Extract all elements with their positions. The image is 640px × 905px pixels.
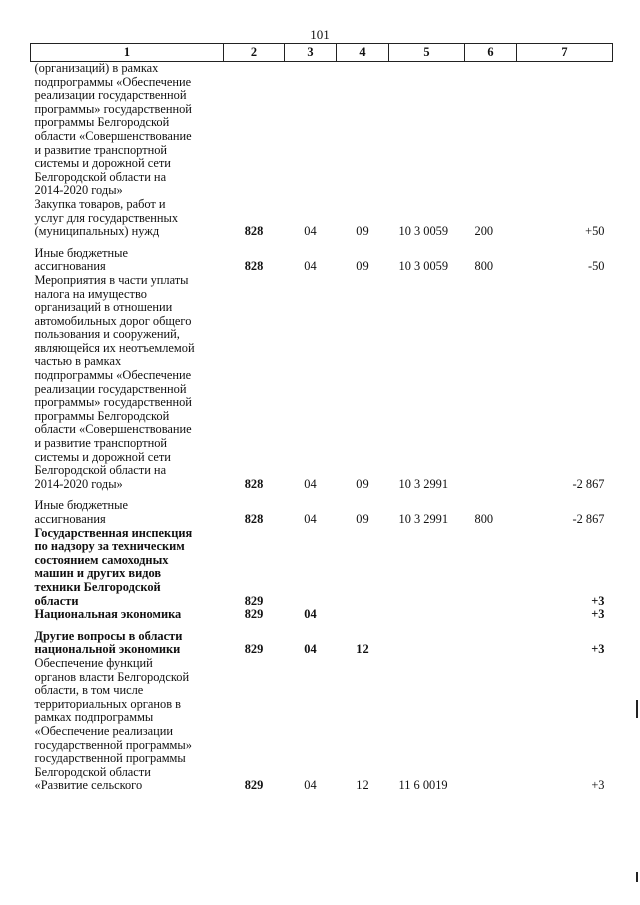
description-line: Государственная инспекция — [34, 525, 193, 540]
description-line: ассигнования — [34, 512, 106, 526]
target-article: 10 3 0059 — [398, 259, 449, 274]
description-line: Обеспечение функций — [34, 655, 153, 670]
amount-change: -50 — [587, 259, 605, 274]
section-code: 04 — [304, 642, 317, 657]
row-description — [31, 527, 224, 609]
ministry-code: 829 — [244, 607, 264, 622]
section-code: 04 — [304, 224, 317, 239]
description-line: Белгородской области — [34, 764, 151, 779]
target-article — [389, 527, 465, 609]
table-row — [31, 608, 613, 622]
expense-type — [465, 657, 517, 793]
subsection-code: 09 — [356, 224, 369, 239]
row-description — [31, 608, 224, 622]
description-line: организаций в отношении — [34, 300, 173, 315]
ministry-code: 829 — [244, 642, 264, 657]
expense-type — [465, 622, 517, 657]
col-header-4: 4 — [337, 44, 389, 62]
description-line: Иные бюджетные — [34, 498, 129, 513]
description-line: Белгородской области на — [34, 463, 167, 478]
description-line: автомобильных дорог общего — [34, 313, 192, 328]
table-row — [31, 657, 613, 793]
target-article: 10 3 2991 — [398, 476, 449, 491]
col-header-6: 6 — [465, 44, 517, 62]
col-header-7: 7 — [517, 44, 613, 62]
section-code: 04 — [304, 259, 317, 274]
col-header-2: 2 — [224, 44, 285, 62]
amount-change: +3 — [591, 607, 605, 622]
amount-change: +3 — [591, 642, 605, 657]
description-line: и развитие транспортной — [34, 436, 168, 451]
ministry-code: 828 — [244, 476, 264, 491]
description-line: государственной программы» — [34, 737, 192, 752]
expense-type: 800 — [474, 259, 494, 274]
row-description — [31, 274, 224, 492]
description-line: программы» государственной — [34, 101, 192, 116]
table-row — [31, 622, 613, 657]
amount-change: -2 867 — [572, 512, 605, 526]
description-line: государственной программы — [34, 751, 186, 766]
description-line: системы и дорожной сети — [34, 156, 171, 171]
description-line: 2014-2020 годы» — [34, 183, 123, 198]
subsection-code: 09 — [356, 512, 369, 526]
description-line: Другие вопросы в области — [34, 628, 183, 643]
description-line: программы» государственной — [34, 395, 192, 410]
description-line: реализации государственной — [34, 88, 187, 103]
target-article: 10 3 2991 — [398, 512, 449, 526]
expense-type: 200 — [474, 224, 494, 239]
target-article: 10 3 0059 — [398, 224, 449, 239]
description-line: «Развитие сельского — [34, 778, 143, 793]
description-line: налога на имущество — [34, 286, 147, 301]
table-body — [31, 62, 613, 793]
description-line: услуг для государственных — [34, 210, 179, 225]
row-description — [31, 657, 224, 793]
description-line: реализации государственной — [34, 381, 187, 396]
subsection-code — [337, 608, 389, 622]
target-article — [389, 622, 465, 657]
section-code: 04 — [304, 476, 317, 491]
description-line: национальной экономики — [34, 642, 181, 657]
description-line: ассигнования — [34, 259, 106, 274]
description-line: области «Совершенствование — [34, 422, 192, 437]
description-line: 2014-2020 годы» — [34, 476, 123, 491]
subsection-code: 09 — [356, 476, 369, 491]
table-row — [31, 62, 613, 239]
description-line: частью в рамках — [34, 354, 122, 369]
description-line: Мероприятия в части уплаты — [34, 272, 189, 287]
description-line: системы и дорожной сети — [34, 449, 171, 464]
description-line: Закупка товаров, работ и — [34, 196, 166, 211]
expense-type — [465, 527, 517, 609]
col-header-5: 5 — [389, 44, 465, 62]
description-line: Иные бюджетные — [34, 245, 129, 260]
row-description — [31, 62, 224, 239]
target-article: 11 6 0019 — [398, 778, 448, 793]
ministry-code: 829 — [244, 593, 264, 608]
description-line: области — [34, 593, 79, 608]
scan-edge-mark — [636, 700, 638, 718]
subsection-code: 09 — [356, 259, 369, 274]
ministry-code: 828 — [244, 224, 264, 239]
table-row — [31, 239, 613, 274]
description-line: органов власти Белгородской — [34, 669, 190, 684]
description-line: Национальная экономика — [34, 607, 182, 622]
ministry-code: 828 — [244, 512, 264, 526]
section-code — [285, 527, 337, 609]
description-line: рамках подпрограммы — [34, 710, 154, 725]
col-header-1: 1 — [31, 44, 224, 62]
description-line: «Обеспечение реализации — [34, 723, 174, 738]
page-number: 101 — [310, 27, 330, 42]
table-row — [31, 274, 613, 492]
description-line: программы Белгородской — [34, 408, 170, 423]
budget-table — [30, 43, 613, 793]
description-line: машин и других видов — [34, 566, 162, 581]
target-article — [389, 608, 465, 622]
expense-type — [465, 608, 517, 622]
description-line: Белгородской области на — [34, 169, 167, 184]
amount-change: +50 — [585, 224, 605, 239]
row-description — [31, 491, 224, 526]
description-line: техники Белгородской — [34, 579, 161, 594]
section-code: 04 — [304, 512, 317, 526]
amount-change: +3 — [591, 778, 605, 793]
description-line: области, в том числе — [34, 683, 144, 698]
row-description — [31, 622, 224, 657]
description-line: программы Белгородской — [34, 115, 170, 130]
col-header-3: 3 — [285, 44, 337, 62]
amount-change: -2 867 — [572, 476, 605, 491]
description-line: являющейся их неотъемлемой — [34, 340, 195, 355]
scan-edge-mark — [636, 872, 638, 882]
description-line: по надзору за техническим — [34, 539, 185, 554]
description-line: области «Совершенствование — [34, 128, 192, 143]
row-description — [31, 239, 224, 274]
table-header-row — [31, 44, 613, 62]
description-line: (муниципальных) нужд — [34, 224, 160, 239]
section-code: 04 — [304, 778, 317, 793]
subsection-code: 12 — [356, 778, 369, 793]
description-line: и развитие транспортной — [34, 142, 168, 157]
table-row — [31, 527, 613, 609]
subsection-code — [337, 527, 389, 609]
subsection-code: 12 — [356, 642, 369, 657]
ministry-code: 828 — [244, 259, 264, 274]
description-line: пользования и сооружений, — [34, 327, 180, 342]
description-line: подпрограммы «Обеспечение — [34, 74, 192, 89]
description-line: территориальных органов в — [34, 696, 181, 711]
section-code: 04 — [304, 607, 317, 622]
amount-change: +3 — [591, 593, 605, 608]
expense-type — [465, 274, 517, 492]
description-line: (организаций) в рамках — [34, 61, 159, 75]
ministry-code: 829 — [244, 778, 264, 793]
table-row — [31, 491, 613, 526]
description-line: состоянием самоходных — [34, 552, 169, 567]
expense-type: 800 — [474, 512, 494, 526]
description-line: подпрограммы «Обеспечение — [34, 368, 192, 383]
